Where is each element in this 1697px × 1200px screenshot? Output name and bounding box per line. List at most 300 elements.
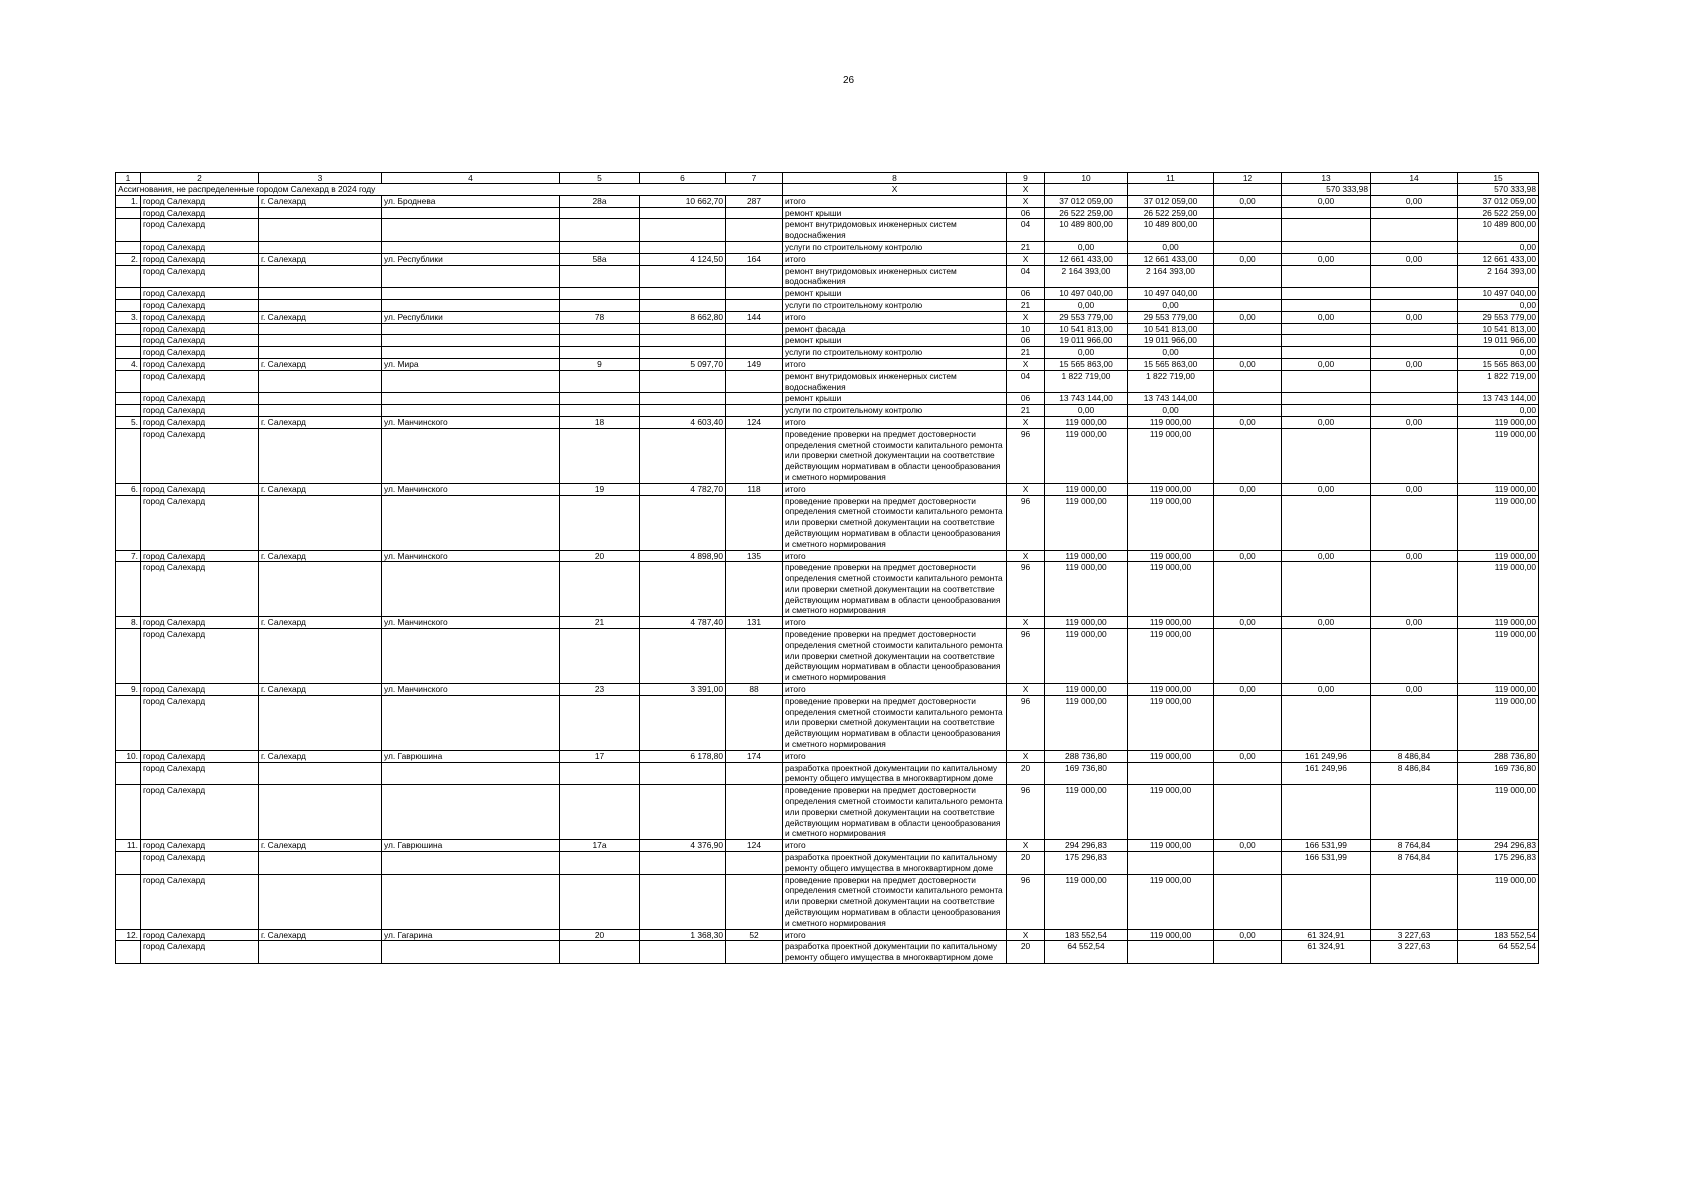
amount-col13-cell bbox=[1282, 219, 1371, 242]
amount-total-cell: 19 011 966,00 bbox=[1045, 335, 1128, 347]
amount-col12-cell bbox=[1214, 629, 1282, 684]
amount-col15-cell: 183 552,54 bbox=[1458, 929, 1539, 941]
work-type-cell: итого bbox=[783, 684, 1007, 696]
amount-col14-cell: 8 486,84 bbox=[1371, 750, 1458, 762]
city-cell: г. Салехард bbox=[259, 617, 382, 629]
municipality-cell: город Салехард bbox=[141, 241, 259, 253]
municipality-cell: город Салехард bbox=[141, 695, 259, 750]
municipality-cell: город Салехард bbox=[141, 288, 259, 300]
municipality-cell: город Салехард bbox=[141, 840, 259, 852]
amount-col13-cell: 61 324,91 bbox=[1282, 929, 1371, 941]
column-number: 14 bbox=[1371, 173, 1458, 184]
work-code-cell: 04 bbox=[1007, 265, 1045, 288]
row-number bbox=[116, 207, 141, 219]
area-cell bbox=[640, 495, 726, 550]
house-cell: 28а bbox=[560, 195, 640, 207]
amount-total-cell: 119 000,00 bbox=[1045, 684, 1128, 696]
amount-col13-cell bbox=[1282, 323, 1371, 335]
amount-col11-cell: 119 000,00 bbox=[1128, 785, 1214, 840]
house-cell bbox=[560, 219, 640, 242]
work-type-cell: итого bbox=[783, 311, 1007, 323]
column-number: 15 bbox=[1458, 173, 1539, 184]
amount-total-cell: 288 736,80 bbox=[1045, 750, 1128, 762]
object-total-row bbox=[116, 483, 1539, 495]
municipality-cell: город Салехард bbox=[141, 874, 259, 929]
amount-col13-cell bbox=[1282, 207, 1371, 219]
amount-col14-cell bbox=[1371, 393, 1458, 405]
work-code-cell: 96 bbox=[1007, 785, 1045, 840]
object-work-row bbox=[116, 695, 1539, 750]
work-type-cell: ремонт крыши bbox=[783, 393, 1007, 405]
street-cell bbox=[382, 323, 560, 335]
amount-col11-cell: 19 011 966,00 bbox=[1128, 335, 1214, 347]
residents-cell bbox=[726, 762, 783, 785]
amount-col13-cell bbox=[1282, 288, 1371, 300]
city-cell bbox=[259, 335, 382, 347]
amount-col15-cell: 10 497 040,00 bbox=[1458, 288, 1539, 300]
amount-col13-cell: 166 531,99 bbox=[1282, 852, 1371, 875]
city-cell bbox=[259, 219, 382, 242]
work-type-cell: итого bbox=[783, 929, 1007, 941]
residents-cell: 287 bbox=[726, 195, 783, 207]
amount-col14-cell bbox=[1371, 629, 1458, 684]
amount-col12-cell: 0,00 bbox=[1214, 929, 1282, 941]
work-code-cell: X bbox=[1007, 358, 1045, 370]
row-number bbox=[116, 219, 141, 242]
column-number: 2 bbox=[141, 173, 259, 184]
column-number: 6 bbox=[640, 173, 726, 184]
section-cell-13: 570 333,98 bbox=[1282, 184, 1371, 196]
column-number: 13 bbox=[1282, 173, 1371, 184]
amount-col13-cell: 0,00 bbox=[1282, 550, 1371, 562]
amount-col13-cell: 61 324,91 bbox=[1282, 941, 1371, 964]
row-number bbox=[116, 335, 141, 347]
amount-col12-cell bbox=[1214, 874, 1282, 929]
work-code-cell: 21 bbox=[1007, 299, 1045, 311]
residents-cell bbox=[726, 428, 783, 483]
amount-col12-cell bbox=[1214, 299, 1282, 311]
object-total-row bbox=[116, 416, 1539, 428]
amount-total-cell: 175 296,83 bbox=[1045, 852, 1128, 875]
amount-col12-cell bbox=[1214, 241, 1282, 253]
row-number bbox=[116, 695, 141, 750]
house-cell bbox=[560, 762, 640, 785]
area-cell: 4 603,40 bbox=[640, 416, 726, 428]
amount-col11-cell: 1 822 719,00 bbox=[1128, 370, 1214, 393]
street-cell: ул. Мира bbox=[382, 358, 560, 370]
area-cell bbox=[640, 762, 726, 785]
amount-col14-cell bbox=[1371, 347, 1458, 359]
street-cell bbox=[382, 562, 560, 617]
object-work-row bbox=[116, 323, 1539, 335]
amount-col15-cell: 0,00 bbox=[1458, 347, 1539, 359]
section-cell-14 bbox=[1371, 184, 1458, 196]
city-cell bbox=[259, 207, 382, 219]
object-work-row bbox=[116, 347, 1539, 359]
amount-total-cell: 10 541 813,00 bbox=[1045, 323, 1128, 335]
amount-col14-cell: 0,00 bbox=[1371, 550, 1458, 562]
amount-col15-cell: 2 164 393,00 bbox=[1458, 265, 1539, 288]
city-cell bbox=[259, 323, 382, 335]
amount-col11-cell: 119 000,00 bbox=[1128, 562, 1214, 617]
amount-total-cell: 294 296,83 bbox=[1045, 840, 1128, 852]
city-cell: г. Салехард bbox=[259, 750, 382, 762]
area-cell: 4 898,90 bbox=[640, 550, 726, 562]
amount-col12-cell bbox=[1214, 347, 1282, 359]
city-cell: г. Салехард bbox=[259, 416, 382, 428]
amount-col12-cell: 0,00 bbox=[1214, 483, 1282, 495]
amount-col13-cell bbox=[1282, 393, 1371, 405]
amount-total-cell: 0,00 bbox=[1045, 241, 1128, 253]
area-cell: 4 124,50 bbox=[640, 253, 726, 265]
residents-cell bbox=[726, 335, 783, 347]
amount-col14-cell bbox=[1371, 405, 1458, 417]
section-row bbox=[116, 184, 1539, 196]
amount-col14-cell bbox=[1371, 428, 1458, 483]
city-cell bbox=[259, 562, 382, 617]
amount-col15-cell: 0,00 bbox=[1458, 241, 1539, 253]
work-type-cell: проведение проверки на предмет достоверности определения сметной стоимости капитального ремонта или проверки сметной документации на соответствие действующим нормативам в области ценообразования и сметного нормирования bbox=[783, 495, 1007, 550]
residents-cell: 135 bbox=[726, 550, 783, 562]
amount-col14-cell bbox=[1371, 241, 1458, 253]
section-cell-12 bbox=[1214, 184, 1282, 196]
amount-col13-cell: 166 531,99 bbox=[1282, 840, 1371, 852]
amount-col14-cell: 0,00 bbox=[1371, 416, 1458, 428]
row-number bbox=[116, 562, 141, 617]
street-cell bbox=[382, 495, 560, 550]
amount-col11-cell: 2 164 393,00 bbox=[1128, 265, 1214, 288]
house-cell: 9 bbox=[560, 358, 640, 370]
municipality-cell: город Салехард bbox=[141, 762, 259, 785]
work-code-cell: X bbox=[1007, 253, 1045, 265]
municipality-cell: город Салехард bbox=[141, 550, 259, 562]
amount-col11-cell: 29 553 779,00 bbox=[1128, 311, 1214, 323]
amount-col12-cell bbox=[1214, 323, 1282, 335]
row-number bbox=[116, 288, 141, 300]
work-type-cell: итого bbox=[783, 840, 1007, 852]
column-number-row bbox=[116, 173, 1539, 184]
residents-cell bbox=[726, 323, 783, 335]
residents-cell: 149 bbox=[726, 358, 783, 370]
work-code-cell: 21 bbox=[1007, 347, 1045, 359]
work-code-cell: 96 bbox=[1007, 629, 1045, 684]
municipality-cell: город Салехард bbox=[141, 207, 259, 219]
amount-col11-cell: 119 000,00 bbox=[1128, 695, 1214, 750]
amount-col11-cell: 119 000,00 bbox=[1128, 750, 1214, 762]
area-cell bbox=[640, 335, 726, 347]
residents-cell bbox=[726, 393, 783, 405]
amount-total-cell: 15 565 863,00 bbox=[1045, 358, 1128, 370]
amount-col13-cell bbox=[1282, 299, 1371, 311]
work-type-cell: проведение проверки на предмет достоверности определения сметной стоимости капитального ремонта или проверки сметной документации на соответствие действующим нормативам в области ценообразования и сметного нормирования bbox=[783, 785, 1007, 840]
street-cell bbox=[382, 393, 560, 405]
work-code-cell: 96 bbox=[1007, 428, 1045, 483]
table-container bbox=[115, 172, 1539, 964]
city-cell bbox=[259, 629, 382, 684]
street-cell: ул. Манчинского bbox=[382, 483, 560, 495]
city-cell bbox=[259, 370, 382, 393]
work-code-cell: 06 bbox=[1007, 393, 1045, 405]
work-code-cell: X bbox=[1007, 416, 1045, 428]
amount-col11-cell: 119 000,00 bbox=[1128, 840, 1214, 852]
street-cell bbox=[382, 335, 560, 347]
amount-col14-cell bbox=[1371, 785, 1458, 840]
area-cell bbox=[640, 629, 726, 684]
work-type-cell: итого bbox=[783, 253, 1007, 265]
work-code-cell: X bbox=[1007, 550, 1045, 562]
object-work-row bbox=[116, 370, 1539, 393]
row-number: 10. bbox=[116, 750, 141, 762]
street-cell: ул. Манчинского bbox=[382, 617, 560, 629]
amount-col13-cell bbox=[1282, 495, 1371, 550]
house-cell bbox=[560, 323, 640, 335]
work-type-cell: разработка проектной документации по капитальному ремонту общего имущества в многоквартирном доме bbox=[783, 852, 1007, 875]
row-number: 11. bbox=[116, 840, 141, 852]
area-cell bbox=[640, 207, 726, 219]
house-cell: 18 bbox=[560, 416, 640, 428]
municipality-cell: город Салехард bbox=[141, 852, 259, 875]
amount-total-cell: 119 000,00 bbox=[1045, 495, 1128, 550]
municipality-cell: город Салехард bbox=[141, 483, 259, 495]
work-type-cell: услуги по строительному контролю bbox=[783, 299, 1007, 311]
amount-col12-cell: 0,00 bbox=[1214, 550, 1282, 562]
amount-col13-cell bbox=[1282, 874, 1371, 929]
work-type-cell: услуги по строительному контролю bbox=[783, 405, 1007, 417]
street-cell bbox=[382, 347, 560, 359]
house-cell bbox=[560, 393, 640, 405]
amount-col13-cell bbox=[1282, 405, 1371, 417]
area-cell bbox=[640, 241, 726, 253]
work-code-cell: 21 bbox=[1007, 405, 1045, 417]
column-number: 1 bbox=[116, 173, 141, 184]
amount-col11-cell: 119 000,00 bbox=[1128, 483, 1214, 495]
area-cell: 3 391,00 bbox=[640, 684, 726, 696]
street-cell bbox=[382, 219, 560, 242]
city-cell: г. Салехард bbox=[259, 358, 382, 370]
amount-col12-cell bbox=[1214, 288, 1282, 300]
residents-cell bbox=[726, 941, 783, 964]
work-code-cell: X bbox=[1007, 750, 1045, 762]
amount-col14-cell: 3 227,63 bbox=[1371, 941, 1458, 964]
house-cell bbox=[560, 241, 640, 253]
work-type-cell: итого bbox=[783, 358, 1007, 370]
amount-col12-cell bbox=[1214, 428, 1282, 483]
residents-cell: 52 bbox=[726, 929, 783, 941]
area-cell bbox=[640, 265, 726, 288]
amount-col13-cell: 0,00 bbox=[1282, 311, 1371, 323]
amount-total-cell: 0,00 bbox=[1045, 299, 1128, 311]
object-total-row bbox=[116, 750, 1539, 762]
street-cell: ул. Гагарина bbox=[382, 929, 560, 941]
row-number bbox=[116, 241, 141, 253]
amount-col12-cell bbox=[1214, 941, 1282, 964]
object-work-row bbox=[116, 495, 1539, 550]
area-cell: 4 787,40 bbox=[640, 617, 726, 629]
amount-col11-cell: 0,00 bbox=[1128, 405, 1214, 417]
street-cell: ул. Манчинского bbox=[382, 416, 560, 428]
row-number bbox=[116, 785, 141, 840]
object-work-row bbox=[116, 219, 1539, 242]
amount-total-cell: 119 000,00 bbox=[1045, 629, 1128, 684]
row-number bbox=[116, 852, 141, 875]
amount-col14-cell: 0,00 bbox=[1371, 617, 1458, 629]
work-code-cell: 20 bbox=[1007, 852, 1045, 875]
residents-cell bbox=[726, 695, 783, 750]
municipality-cell: город Салехард bbox=[141, 495, 259, 550]
street-cell bbox=[382, 405, 560, 417]
amount-total-cell: 119 000,00 bbox=[1045, 562, 1128, 617]
work-type-cell: разработка проектной документации по капитальному ремонту общего имущества в многоквартирном доме bbox=[783, 762, 1007, 785]
amount-col12-cell bbox=[1214, 393, 1282, 405]
municipality-cell: город Салехард bbox=[141, 929, 259, 941]
city-cell bbox=[259, 874, 382, 929]
municipality-cell: город Салехард bbox=[141, 299, 259, 311]
municipality-cell: город Салехард bbox=[141, 684, 259, 696]
city-cell bbox=[259, 393, 382, 405]
area-cell: 4 376,90 bbox=[640, 840, 726, 852]
house-cell bbox=[560, 495, 640, 550]
amount-col15-cell: 288 736,80 bbox=[1458, 750, 1539, 762]
amount-col13-cell bbox=[1282, 241, 1371, 253]
city-cell bbox=[259, 265, 382, 288]
house-cell: 58а bbox=[560, 253, 640, 265]
amount-col12-cell bbox=[1214, 785, 1282, 840]
amount-total-cell: 0,00 bbox=[1045, 347, 1128, 359]
area-cell bbox=[640, 219, 726, 242]
city-cell bbox=[259, 347, 382, 359]
amount-col15-cell: 26 522 259,00 bbox=[1458, 207, 1539, 219]
object-work-row bbox=[116, 428, 1539, 483]
work-type-cell: ремонт крыши bbox=[783, 207, 1007, 219]
amount-col14-cell bbox=[1371, 207, 1458, 219]
amount-col13-cell bbox=[1282, 562, 1371, 617]
amount-col12-cell: 0,00 bbox=[1214, 311, 1282, 323]
street-cell: ул. Манчинского bbox=[382, 550, 560, 562]
municipality-cell: город Салехард bbox=[141, 265, 259, 288]
municipality-cell: город Салехард bbox=[141, 428, 259, 483]
object-total-row bbox=[116, 550, 1539, 562]
row-number bbox=[116, 323, 141, 335]
amount-col12-cell: 0,00 bbox=[1214, 750, 1282, 762]
area-cell bbox=[640, 785, 726, 840]
object-total-row bbox=[116, 617, 1539, 629]
amount-col11-cell: 119 000,00 bbox=[1128, 416, 1214, 428]
row-number bbox=[116, 495, 141, 550]
work-type-cell: разработка проектной документации по капитальному ремонту общего имущества в многоквартирном доме bbox=[783, 941, 1007, 964]
city-cell bbox=[259, 785, 382, 840]
amount-col14-cell bbox=[1371, 695, 1458, 750]
amount-col15-cell: 119 000,00 bbox=[1458, 874, 1539, 929]
municipality-cell: город Салехард bbox=[141, 416, 259, 428]
work-type-cell: ремонт внутридомовых инженерных систем водоснабжения bbox=[783, 370, 1007, 393]
object-work-row bbox=[116, 762, 1539, 785]
residents-cell bbox=[726, 629, 783, 684]
amount-col15-cell: 0,00 bbox=[1458, 299, 1539, 311]
residents-cell: 88 bbox=[726, 684, 783, 696]
amount-total-cell: 119 000,00 bbox=[1045, 550, 1128, 562]
street-cell bbox=[382, 874, 560, 929]
street-cell bbox=[382, 695, 560, 750]
row-number bbox=[116, 941, 141, 964]
work-type-cell: ремонт фасада bbox=[783, 323, 1007, 335]
amount-col15-cell: 119 000,00 bbox=[1458, 629, 1539, 684]
city-cell bbox=[259, 495, 382, 550]
amount-col12-cell bbox=[1214, 405, 1282, 417]
city-cell bbox=[259, 299, 382, 311]
work-code-cell: 04 bbox=[1007, 219, 1045, 242]
object-work-row bbox=[116, 207, 1539, 219]
amount-col15-cell: 12 661 433,00 bbox=[1458, 253, 1539, 265]
work-type-cell: проведение проверки на предмет достоверности определения сметной стоимости капитального ремонта или проверки сметной документации на соответствие действующим нормативам в области ценообразования и сметного нормирования bbox=[783, 629, 1007, 684]
area-cell bbox=[640, 695, 726, 750]
work-type-cell: проведение проверки на предмет достоверности определения сметной стоимости капитального ремонта или проверки сметной документации на соответствие действующим нормативам в области ценообразования и сметного нормирования bbox=[783, 695, 1007, 750]
amount-col15-cell: 1 822 719,00 bbox=[1458, 370, 1539, 393]
area-cell: 1 368,30 bbox=[640, 929, 726, 941]
work-code-cell: 06 bbox=[1007, 288, 1045, 300]
work-code-cell: 10 bbox=[1007, 323, 1045, 335]
city-cell: г. Салехард bbox=[259, 550, 382, 562]
work-code-cell: 21 bbox=[1007, 241, 1045, 253]
work-code-cell: 04 bbox=[1007, 370, 1045, 393]
amount-col14-cell: 0,00 bbox=[1371, 253, 1458, 265]
object-total-row bbox=[116, 195, 1539, 207]
amount-total-cell: 10 489 800,00 bbox=[1045, 219, 1128, 242]
amount-total-cell: 10 497 040,00 bbox=[1045, 288, 1128, 300]
residents-cell bbox=[726, 874, 783, 929]
amount-col11-cell: 37 012 059,00 bbox=[1128, 195, 1214, 207]
amount-total-cell: 13 743 144,00 bbox=[1045, 393, 1128, 405]
street-cell bbox=[382, 241, 560, 253]
object-total-row bbox=[116, 253, 1539, 265]
amount-col15-cell: 10 541 813,00 bbox=[1458, 323, 1539, 335]
municipality-cell: город Салехард bbox=[141, 941, 259, 964]
work-type-cell: итого bbox=[783, 195, 1007, 207]
municipality-cell: город Салехард bbox=[141, 750, 259, 762]
amount-total-cell: 119 000,00 bbox=[1045, 428, 1128, 483]
residents-cell: 164 bbox=[726, 253, 783, 265]
amount-col12-cell: 0,00 bbox=[1214, 617, 1282, 629]
area-cell bbox=[640, 562, 726, 617]
work-type-cell: ремонт внутридомовых инженерных систем водоснабжения bbox=[783, 219, 1007, 242]
amount-col14-cell: 3 227,63 bbox=[1371, 929, 1458, 941]
municipality-cell: город Салехард bbox=[141, 629, 259, 684]
section-title: Ассигнования, не распределенные городом Салехард в 2024 году bbox=[116, 184, 783, 196]
house-cell bbox=[560, 288, 640, 300]
city-cell bbox=[259, 241, 382, 253]
amount-col11-cell: 0,00 bbox=[1128, 241, 1214, 253]
area-cell bbox=[640, 288, 726, 300]
column-number: 10 bbox=[1045, 173, 1128, 184]
amount-col12-cell: 0,00 bbox=[1214, 416, 1282, 428]
amount-col15-cell: 119 000,00 bbox=[1458, 684, 1539, 696]
row-number bbox=[116, 762, 141, 785]
amount-col13-cell: 0,00 bbox=[1282, 617, 1371, 629]
house-cell bbox=[560, 428, 640, 483]
object-work-row bbox=[116, 785, 1539, 840]
amount-col15-cell: 119 000,00 bbox=[1458, 416, 1539, 428]
area-cell bbox=[640, 299, 726, 311]
street-cell bbox=[382, 941, 560, 964]
amount-total-cell: 119 000,00 bbox=[1045, 874, 1128, 929]
amount-total-cell: 119 000,00 bbox=[1045, 785, 1128, 840]
amount-col11-cell: 119 000,00 bbox=[1128, 874, 1214, 929]
work-code-cell: 96 bbox=[1007, 695, 1045, 750]
city-cell bbox=[259, 288, 382, 300]
column-number: 12 bbox=[1214, 173, 1282, 184]
object-total-row bbox=[116, 311, 1539, 323]
work-code-cell: X bbox=[1007, 617, 1045, 629]
amount-col11-cell: 119 000,00 bbox=[1128, 550, 1214, 562]
